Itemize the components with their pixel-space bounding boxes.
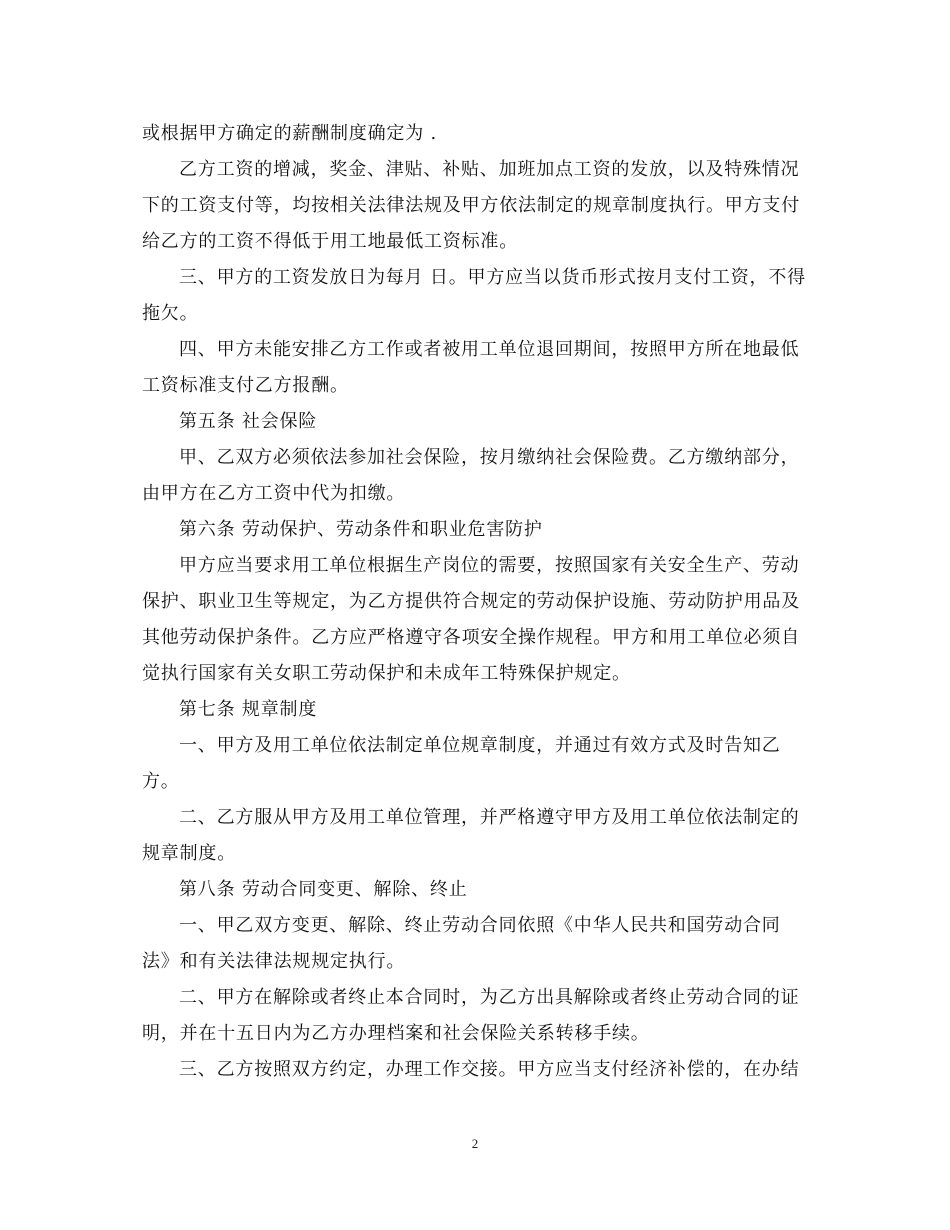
- paragraph-line: 方。: [142, 771, 180, 792]
- paragraph-line: 由甲方在乙方工资中代为扣缴。: [142, 483, 406, 504]
- paragraph-line: 保护、职业卫生等规定，为乙方提供符合规定的劳动保护设施、劳动防护用品及: [142, 591, 800, 612]
- paragraph-first-line: 第七条 规章制度: [179, 699, 318, 720]
- document-body: [142, 116, 822, 1088]
- paragraph-line: 明，并在十五日内为乙方办理档案和社会保险关系转移手续。: [142, 1023, 650, 1044]
- paragraph-first-line: 一、甲方及用工单位依法制定单位规章制度，并通过有效方式及时告知乙: [179, 735, 781, 756]
- paragraph-first-line: 甲方应当要求用工单位根据生产岗位的需要，按照国家有关安全生产、劳动: [179, 555, 800, 576]
- paragraph-line: 觉执行国家有关女职工劳动保护和未成年工特殊保护规定。: [142, 663, 631, 684]
- paragraph-first-line: 四、甲方未能安排乙方工作或者被用工单位退回期间，按照甲方所在地最低: [179, 339, 800, 360]
- paragraph-first-line: 乙方工资的增减，奖金、津贴、补贴、加班加点工资的发放，以及特殊情况: [179, 159, 800, 180]
- paragraph-first-line: 第六条 劳动保护、劳动条件和职业危害防护: [179, 519, 543, 540]
- paragraph-line: 规章制度。: [142, 843, 236, 864]
- paragraph-line: 下的工资支付等，均按相关法律法规及甲方依法制定的规章制度执行。甲方支付: [142, 195, 800, 216]
- paragraph-first-line: 三、甲方的工资发放日为每月 日。甲方应当以货币形式按月支付工资，不得: [179, 267, 806, 288]
- paragraph-line: 或根据甲方确定的薪酬制度确定为 .: [142, 123, 438, 144]
- paragraph-first-line: 第八条 劳动合同变更、解除、终止: [179, 879, 468, 900]
- paragraph-first-line: 甲、乙双方必须依法参加社会保险，按月缴纳社会保险费。乙方缴纳部分，: [179, 447, 800, 468]
- paragraph-line: 法》和有关法律法规规定执行。: [142, 951, 406, 972]
- paragraph-first-line: 三、乙方按照双方约定，办理工作交接。甲方应当支付经济补偿的，在办结: [179, 1059, 800, 1080]
- paragraph-first-line: 第五条 社会保险: [179, 411, 318, 432]
- paragraph-line: 拖欠。: [142, 303, 199, 324]
- paragraph-first-line: 一、甲乙双方变更、解除、终止劳动合同依照《中华人民共和国劳动合同: [179, 915, 781, 936]
- page-number: 2: [471, 1136, 479, 1151]
- paragraph-first-line: 二、甲方在解除或者终止本合同时，为乙方出具解除或者终止劳动合同的证: [179, 987, 800, 1008]
- paragraph-line: 给乙方的工资不得低于用工地最低工资标准。: [142, 231, 518, 252]
- paragraph-first-line: 二、乙方服从甲方及用工单位管理，并严格遵守甲方及用工单位依法制定的: [179, 807, 800, 828]
- paragraph-line: 其他劳动保护条件。乙方应严格遵守各项安全操作规程。甲方和用工单位必须自: [142, 627, 800, 648]
- paragraph-line: 工资标准支付乙方报酬。: [142, 375, 349, 396]
